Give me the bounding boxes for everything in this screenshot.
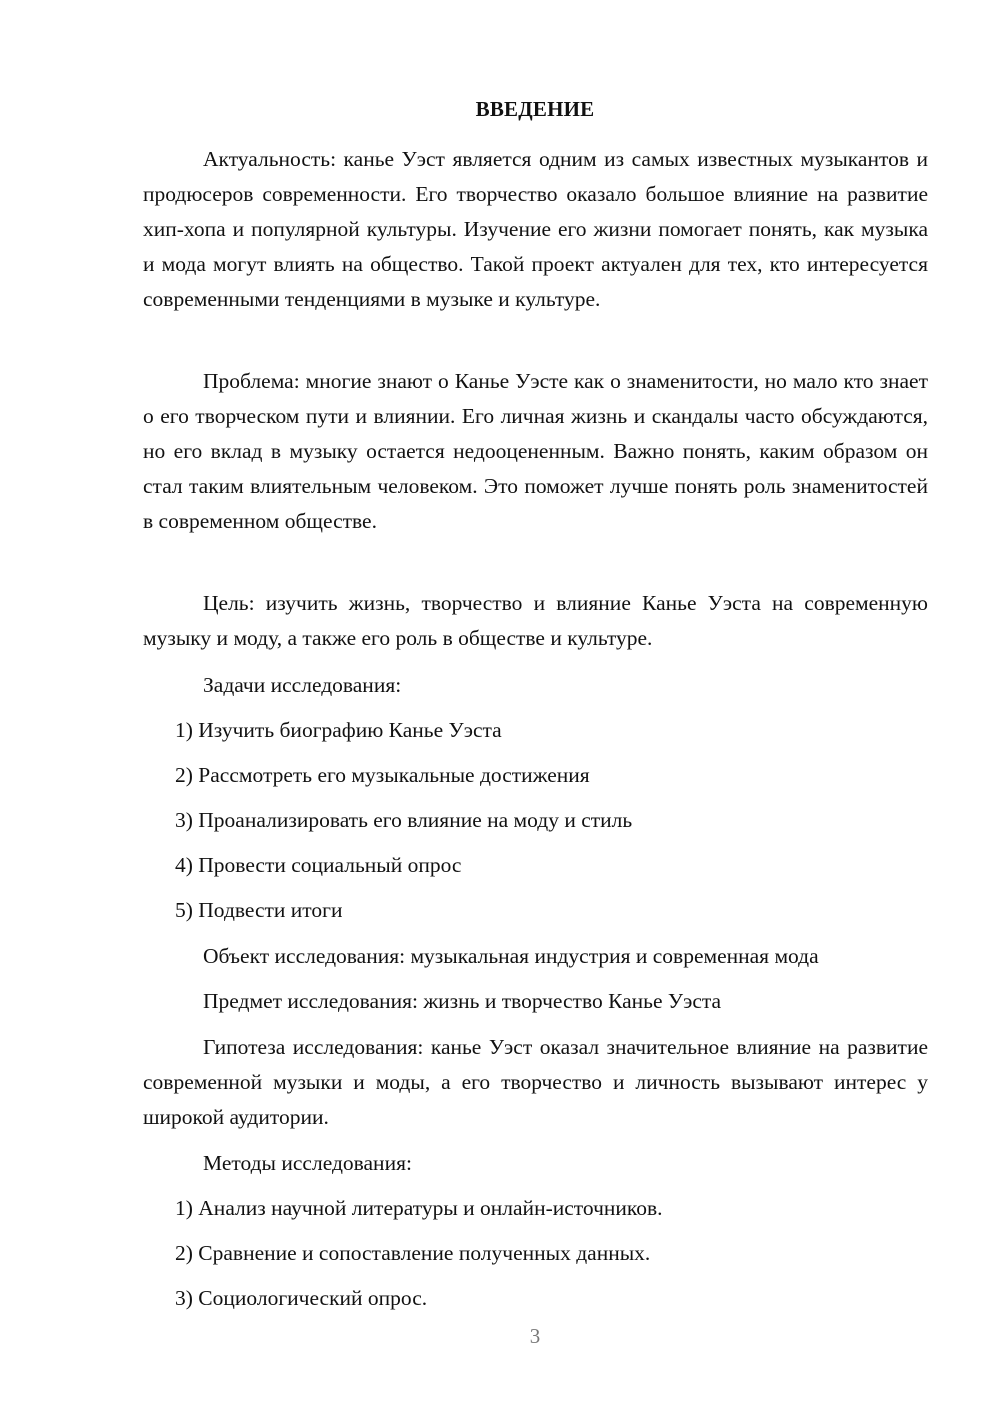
relevance-block — [143, 142, 928, 317]
task-item: 4) Провести социальный опрос — [175, 853, 462, 877]
tasks-list — [143, 893, 928, 928]
task-item: 2) Рассмотреть его музыкальные достижения — [175, 763, 590, 787]
problem-paragraph: Проблема: многие знают о Канье Уэсте как о знаменитости, но мало кто знает о его творческом пути и влиянии. Его личная жизнь и скандалы часто обсуждаются, но его вклад в музыку остается недооцененным. Важно понять, каким образом он стал таким влиятельным человеком. Это поможет лучше понять роль знаменитостей в современном обществе. — [143, 369, 928, 533]
problem-block — [143, 364, 928, 539]
methods-list — [143, 1236, 928, 1271]
relevance-paragraph: Актуальность: канье Уэст является одним из самых известных музыкантов и продюсеров современности. Его творчество оказало большое влияние на развитие хип-хопа и популярной культуры. Изучение его жизни помогает понять, как музыка и мода могут влиять на общество. Такой проект актуален для тех, кто интересуется современными тенденциями в музыке и культуре. — [143, 147, 928, 311]
method-item: 3) Социологический опрос. — [175, 1286, 428, 1310]
task-item: 5) Подвести итоги — [175, 898, 343, 922]
task-item: 3) Проанализировать его влияние на моду и стиль — [175, 808, 633, 832]
tasks-list — [143, 713, 928, 748]
goal-paragraph: Цель: изучить жизнь, творчество и влияние Канье Уэста на современную музыку и моду, а также его роль в обществе и культуре. — [143, 591, 928, 650]
section-heading: ВВЕДЕНИЕ — [475, 97, 595, 121]
object-line: Объект исследования: музыкальная индустрия и современная мода — [203, 944, 819, 968]
task-item: 1) Изучить биографию Канье Уэста — [175, 718, 502, 742]
subject-block — [143, 984, 928, 1019]
methods-list — [143, 1281, 928, 1316]
methods-title-block — [143, 1146, 928, 1181]
hypothesis-block — [143, 1030, 928, 1135]
methods-list — [143, 1191, 928, 1226]
method-item: 1) Анализ научной литературы и онлайн-источников. — [175, 1196, 663, 1220]
tasks-title: Задачи исследования: — [203, 673, 402, 697]
hypothesis-paragraph: Гипотеза исследования: канье Уэст оказал значительное влияние на развитие современной музыки и моды, а его творчество и личность вызывают интерес у широкой аудитории. — [143, 1035, 928, 1129]
method-item: 2) Сравнение и сопоставление полученных данных. — [175, 1241, 651, 1265]
tasks-list — [143, 848, 928, 883]
object-block — [143, 939, 928, 974]
subject-line: Предмет исследования: жизнь и творчество Канье Уэста — [203, 989, 722, 1013]
page-number: 3 — [529, 1324, 541, 1348]
methods-title: Методы исследования: — [203, 1151, 412, 1175]
tasks-list — [143, 803, 928, 838]
tasks-title-block — [143, 668, 928, 703]
tasks-list — [143, 758, 928, 793]
goal-block — [143, 586, 928, 656]
